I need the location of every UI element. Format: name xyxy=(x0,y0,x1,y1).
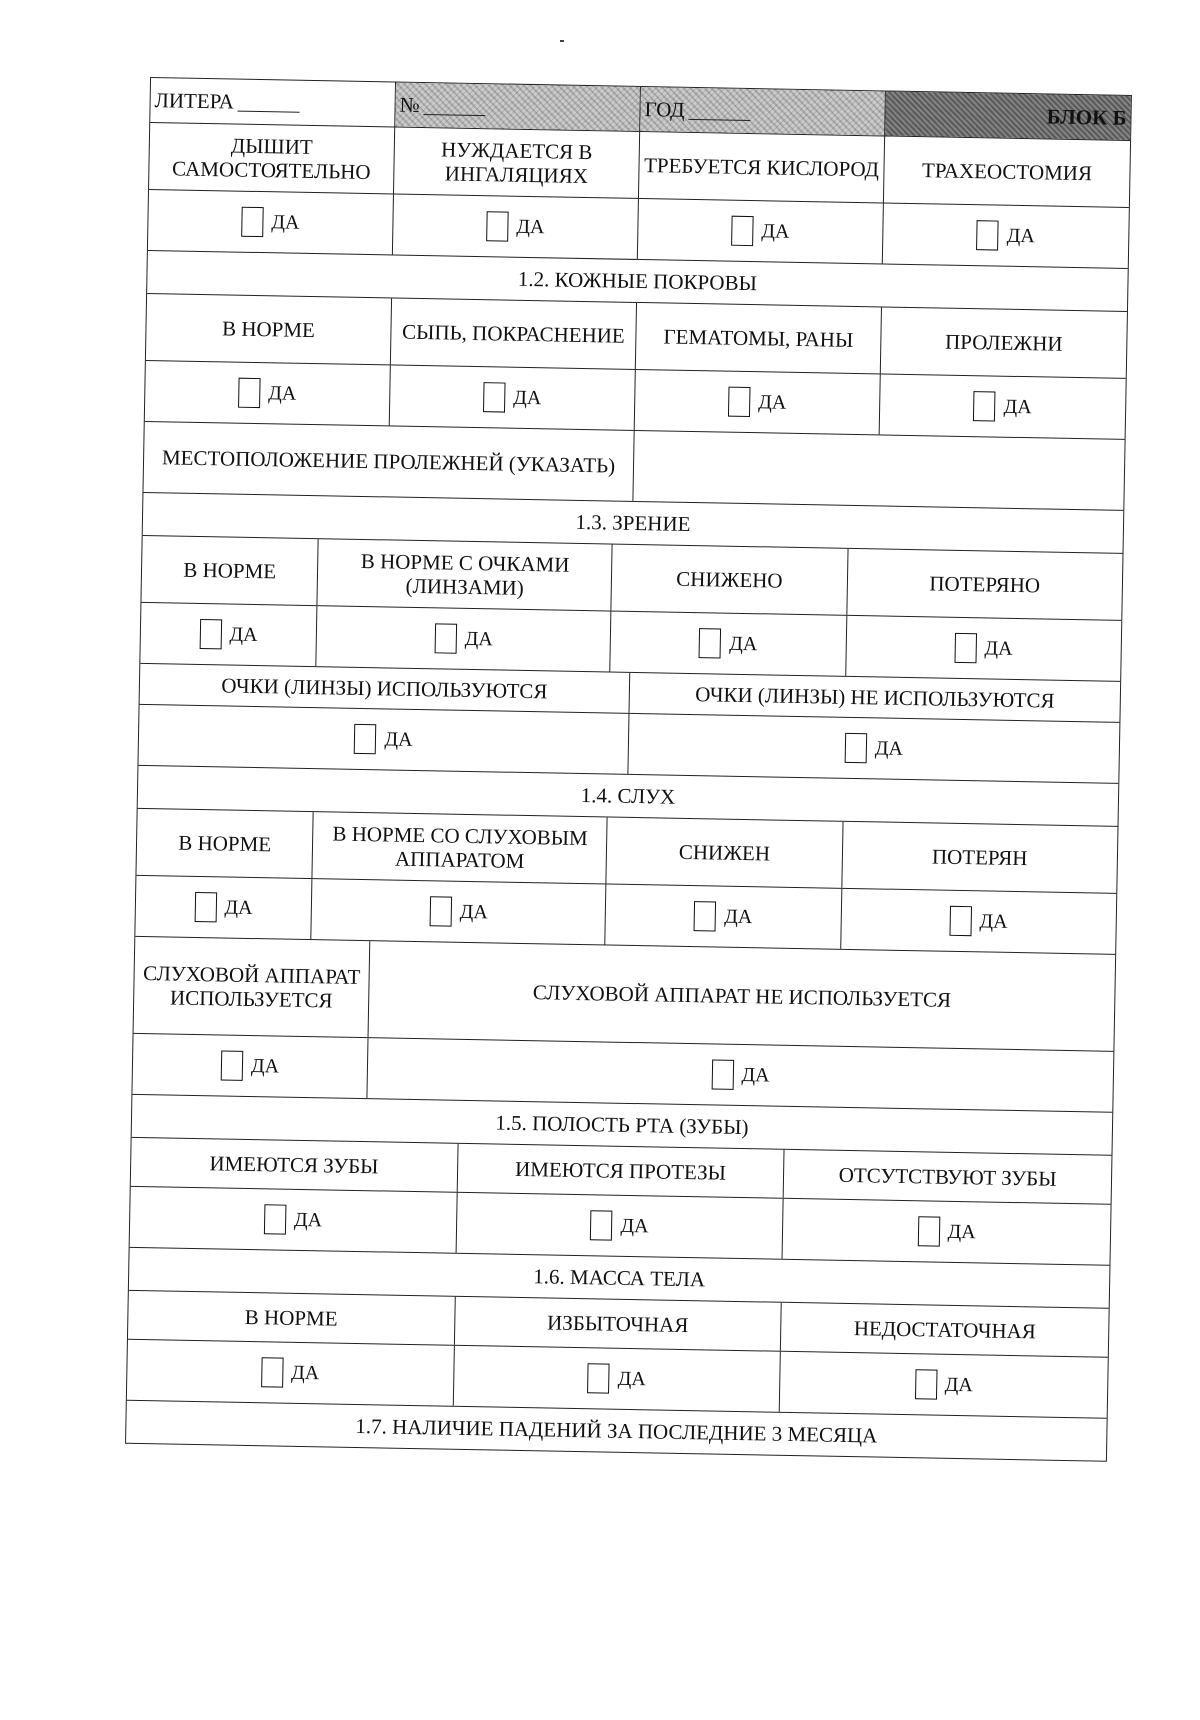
section-title-falls: 1.7. НАЛИЧИЕ ПАДЕНИЙ ЗА ПОСЛЕДНИЕ 3 МЕСЯЦА xyxy=(355,1413,878,1448)
hearing-aid-not-used-label: СЛУХОВОЙ АППАРАТ НЕ ИСПОЛЬЗУЕТСЯ xyxy=(532,980,952,1012)
hearing-label: В НОРМЕ xyxy=(136,809,314,878)
hearing-label: ПОТЕРЯН xyxy=(931,844,1028,871)
section-title-hearing: 1.4. СЛУХ xyxy=(580,782,676,809)
yes-label: ДА xyxy=(464,627,493,650)
yes-label: ДА xyxy=(947,1220,976,1243)
yes-label: ДА xyxy=(459,900,488,923)
yes-label: ДА xyxy=(617,1367,646,1390)
breathing-label: НУЖДАЕТСЯ В ИНГАЛЯЦИЯХ xyxy=(394,128,640,198)
weight-label: В НОРМЕ xyxy=(128,1291,455,1345)
vision-lost-checkbox[interactable] xyxy=(954,633,1013,664)
checkbox-square[interactable] xyxy=(699,628,722,658)
vision-label: В НОРМЕ xyxy=(141,536,319,605)
breathing-label: ТРЕБУЕТСЯ КИСЛОРОД xyxy=(639,132,885,202)
checkbox-square[interactable] xyxy=(728,387,751,417)
oxygen-checkbox[interactable] xyxy=(731,216,790,247)
checkbox-square[interactable] xyxy=(973,391,996,421)
yes-label: ДА xyxy=(224,896,253,919)
yes-label: ДА xyxy=(874,736,904,760)
yes-label: ДА xyxy=(268,381,297,405)
mouth-label: ОТСУТСТВУЮТ ЗУБЫ xyxy=(838,1162,1057,1191)
yes-label: ДА xyxy=(1003,395,1032,418)
year-blank[interactable] xyxy=(688,100,750,120)
breathing-label: ТРАХЕОСТОМИЯ xyxy=(921,158,1093,186)
inhalation-checkbox[interactable] xyxy=(486,211,545,242)
weight-normal-checkbox[interactable] xyxy=(261,1357,320,1388)
checkbox-square[interactable] xyxy=(914,1369,937,1399)
checkbox-square[interactable] xyxy=(221,1050,244,1080)
yes-label: ДА xyxy=(984,636,1013,660)
scan-speck xyxy=(560,40,564,42)
hearing-label: СНИЖЕН xyxy=(607,818,843,888)
skin-rash-checkbox[interactable] xyxy=(483,382,542,413)
hearing-aid-labels-row xyxy=(134,937,1116,1052)
checkbox-square[interactable] xyxy=(429,896,452,926)
checkbox-square[interactable] xyxy=(711,1059,734,1089)
checkbox-square[interactable] xyxy=(354,724,377,754)
hearing-aid-normal-checkbox[interactable] xyxy=(429,896,488,927)
vision-label: ПОТЕРЯНО xyxy=(929,571,1041,598)
skin-label: В НОРМЕ xyxy=(146,294,392,364)
teeth-absent-checkbox[interactable] xyxy=(917,1216,976,1247)
number-field[interactable] xyxy=(395,83,641,131)
weight-excess-checkbox[interactable] xyxy=(587,1363,646,1394)
section-title-weight: 1.6. МАССА ТЕЛА xyxy=(533,1264,706,1292)
yes-label: ДА xyxy=(229,623,258,646)
yes-label: ДА xyxy=(250,1054,280,1078)
assessment-form xyxy=(125,77,1132,1462)
yes-label: ДА xyxy=(513,386,542,409)
glasses-used-label: ОЧКИ (ЛИНЗЫ) ИСПОЛЬЗУЮТСЯ xyxy=(140,664,631,713)
dentures-checkbox[interactable] xyxy=(590,1210,649,1241)
yes-label: ДА xyxy=(757,390,787,414)
checkbox-square[interactable] xyxy=(434,623,457,653)
yes-label: ДА xyxy=(271,210,300,234)
hearing-aid-not-used-checkbox[interactable] xyxy=(711,1059,770,1090)
yes-label: ДА xyxy=(290,1361,320,1384)
skin-bedsores-checkbox[interactable] xyxy=(973,391,1032,422)
vision-glasses-checkbox[interactable] xyxy=(434,623,493,654)
glasses-not-used-label: ОЧКИ (ЛИНЗЫ) НЕ ИСПОЛЬЗУЮТСЯ xyxy=(694,682,1055,713)
mouth-label: ИМЕЮТСЯ ЗУБЫ xyxy=(131,1138,458,1192)
skin-label: ГЕМАТОМЫ, РАНЫ xyxy=(636,303,882,373)
number-blank[interactable] xyxy=(423,96,485,116)
year-field[interactable] xyxy=(640,87,886,135)
checkbox-square[interactable] xyxy=(587,1363,610,1393)
yes-label: ДА xyxy=(1006,224,1036,247)
checkbox-square[interactable] xyxy=(949,906,972,936)
bedsore-location-input[interactable] xyxy=(633,431,1124,510)
checkbox-square[interactable] xyxy=(731,216,754,246)
checkbox-square[interactable] xyxy=(199,619,222,649)
yes-label: ДА xyxy=(724,905,753,928)
hearing-label: В НОРМЕ СО СЛУХОВЫМ АППАРАТОМ xyxy=(313,812,608,883)
checkbox-square[interactable] xyxy=(238,378,261,408)
litera-label: ЛИТЕРА xyxy=(154,88,235,114)
mouth-label: ИМЕЮТСЯ ПРОТЕЗЫ xyxy=(457,1144,784,1198)
yes-label: ДА xyxy=(761,219,790,243)
block-label-cell xyxy=(885,91,1131,139)
year-label: ГОД xyxy=(644,96,685,122)
yes-label: ДА xyxy=(384,727,413,751)
yes-label: ДА xyxy=(293,1208,323,1231)
yes-label: ДА xyxy=(741,1063,770,1087)
checkbox-square[interactable] xyxy=(590,1210,613,1240)
bedsore-location-label: МЕСТОПОЛОЖЕНИЕ ПРОЛЕЖНЕЙ (УКАЗАТЬ) xyxy=(143,422,634,501)
teeth-present-checkbox[interactable] xyxy=(264,1204,323,1235)
breathing-self-checkbox[interactable] xyxy=(241,207,300,238)
yes-label: ДА xyxy=(944,1373,974,1396)
checkbox-square[interactable] xyxy=(241,207,264,237)
weight-label: ИЗБЫТОЧНАЯ xyxy=(455,1297,782,1351)
vision-reduced-checkbox[interactable] xyxy=(699,628,758,659)
yes-label: ДА xyxy=(729,632,758,655)
yes-label: ДА xyxy=(979,909,1008,933)
weight-deficit-checkbox[interactable] xyxy=(914,1369,973,1400)
checkbox-square[interactable] xyxy=(261,1357,284,1387)
section-title-vision: 1.3. ЗРЕНИЕ xyxy=(575,509,691,536)
number-label: № xyxy=(399,92,420,117)
section-title-skin: 1.2. КОЖНЫЕ ПОКРОВЫ xyxy=(517,266,758,296)
checkbox-square[interactable] xyxy=(486,211,509,241)
hearing-aid-used-label: СЛУХОВОЙ АППАРАТ ИСПОЛЬЗУЕТСЯ xyxy=(134,937,371,1037)
checkbox-square[interactable] xyxy=(194,892,217,922)
litera-blank[interactable] xyxy=(238,92,300,112)
vision-label: СНИЖЕНО xyxy=(612,545,848,615)
hearing-reduced-checkbox[interactable] xyxy=(694,901,753,932)
yes-label: ДА xyxy=(516,215,545,238)
glasses-not-used-checkbox[interactable] xyxy=(845,733,904,764)
glasses-used-checkbox[interactable] xyxy=(354,724,413,755)
vision-normal-checkbox[interactable] xyxy=(199,619,258,650)
checkbox-square[interactable] xyxy=(845,733,868,763)
section-title-mouth: 1.5. ПОЛОСТЬ РТА (ЗУБЫ) xyxy=(495,1110,749,1140)
hearing-normal-checkbox[interactable] xyxy=(194,892,253,923)
skin-normal-checkbox[interactable] xyxy=(238,378,297,409)
checkbox-square[interactable] xyxy=(264,1204,287,1234)
hearing-lost-checkbox[interactable] xyxy=(949,906,1008,937)
weight-label: НЕДОСТАТОЧНАЯ xyxy=(853,1316,1037,1344)
checkbox-square[interactable] xyxy=(483,382,506,412)
tracheostomy-checkbox[interactable] xyxy=(977,220,1036,251)
skin-label: СЫПЬ, ПОКРАСНЕНИЕ xyxy=(391,298,637,368)
checkbox-square[interactable] xyxy=(954,633,977,663)
breathing-label: ДЫШИТ САМОСТОЯТЕЛЬНО xyxy=(149,123,395,193)
vision-label: В НОРМЕ С ОЧКАМИ (ЛИНЗАМИ) xyxy=(318,539,613,610)
yes-label: ДА xyxy=(620,1214,649,1237)
checkbox-square[interactable] xyxy=(694,901,717,931)
skin-wounds-checkbox[interactable] xyxy=(728,387,787,418)
checkbox-square[interactable] xyxy=(977,220,1000,250)
hearing-aid-used-checkbox[interactable] xyxy=(221,1050,280,1081)
skin-label: ПРОЛЕЖНИ xyxy=(944,329,1063,356)
block-label: БЛОК Б xyxy=(1046,104,1127,130)
checkbox-square[interactable] xyxy=(917,1216,940,1246)
litera-field[interactable] xyxy=(150,78,396,126)
